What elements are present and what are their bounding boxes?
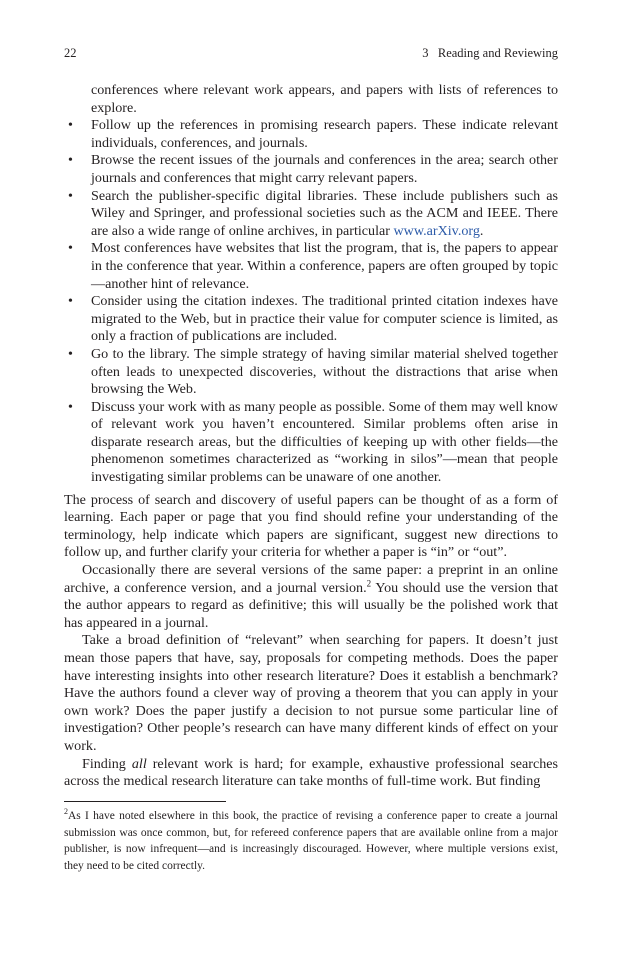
bullet-icon: • xyxy=(68,153,73,169)
list-item-text: Search the publisher-specific digital libraries. These include publishers such as Wiley and Springer, and professional societies such as the ACM and IEEE. There are also a wide range of online archives, in particular xyxy=(91,187,558,239)
arxiv-link[interactable]: www.arXiv.org xyxy=(393,222,480,239)
list-item-text: Discuss your work with as many people as possible. Some of them may well know of relevant work you haven’t encountered. Similar problems often arise in disparate research areas, but the difficulties of keeping up with other fields—the phenomenon sometimes characterized as “working in silos”—mean that people investigating similar problems can be unaware of one another. xyxy=(91,398,558,486)
list-item-text: Browse the recent issues of the journals and conferences in the area; search other journals and conferences that might carry relevant papers. xyxy=(91,152,558,186)
bullet-icon: • xyxy=(68,294,73,310)
list-item xyxy=(64,293,558,346)
list-item xyxy=(64,152,558,187)
footnote-rule xyxy=(64,801,226,802)
list-item-text: Consider using the citation indexes. The traditional printed citation indexes have migrated to the Web, but in practice their value for computer science is limited, as only a fraction of publications are included. xyxy=(91,293,558,345)
list-item xyxy=(64,399,558,487)
list-item xyxy=(64,117,558,152)
footnote-reference[interactable]: 2 xyxy=(366,577,372,588)
list-item xyxy=(64,188,558,241)
list-item xyxy=(64,346,558,399)
paragraph-text: Finding xyxy=(82,755,132,772)
paragraph-relevant: Take a broad definition of “relevant” when searching for papers. It doesn’t just mean those papers that have, say, proposals for competing methods. Does the paper have interesting insights into other research literature? Does it establish a benchmark? Have the authors found a clever way of proving a theorem that you can apply in your own work? Does the paper justify a decision to not pursue some particular line of investigation? Other people’s research can have many different kinds of effect on your work. xyxy=(64,632,558,754)
bullet-icon: • xyxy=(68,346,73,362)
main-text xyxy=(64,82,558,791)
footnote-mark: 2 xyxy=(64,807,68,817)
running-head: 3 Reading and Reviewing xyxy=(422,46,558,60)
list-item-text: Follow up the references in promising research papers. These indicate relevant individuals, conferences, and journals. xyxy=(91,117,558,151)
bullet-icon: • xyxy=(68,118,73,134)
list-item-text: Go to the library. The simple strategy of having similar material shelved together often leads to unexpected discoveries, without the distractions that arise when browsing the Web. xyxy=(91,345,558,398)
bullet-icon: • xyxy=(68,188,73,204)
paragraph-text: Occasionally there are several versions of the same paper: a preprint in an online archive, a conference version, and a journal version. xyxy=(64,562,558,596)
paragraph-text-end: relevant work is hard; for example, exhaustive professional searches across the medical research literature can take months of full-time work. But finding xyxy=(64,755,558,790)
list-item xyxy=(64,240,558,293)
continued-bullet-text: conferences where relevant work appears, and papers with lists of references to explore. xyxy=(91,82,558,116)
footnote-text: As I have noted elsewhere in this book, the practice of revising a conference paper to create a journal submission was once common, but, for refereed conference papers that are available online from a major publisher, is now infrequent—and is increasingly discouraged. However, where multiple versions exist, they need to be cited correctly. xyxy=(64,810,558,872)
paragraph-finding xyxy=(64,756,558,791)
list-item-text-end: . xyxy=(479,222,484,239)
footnote xyxy=(64,808,558,874)
list-item-text: Most conferences have websites that list the program, that is, the papers to appear in the conference that year. Within a conference, papers are often grouped by topic—another hint of relevance. xyxy=(91,240,558,292)
paragraph-text-end: You should use the version that the author appears to regard as definitive; this will usually be the polished work that has appeared in a journal. xyxy=(64,579,558,631)
paragraph-search-discovery: The process of search and discovery of useful papers can be thought of as a form of learning. Each paper or page that you find should refine your understanding of the terminology, help indicate which papers are significant, suggest new directions to follow up, and further clarify your criteria for whether a paper is “in” or “out”. xyxy=(64,491,558,561)
paragraph-versions xyxy=(64,562,558,632)
page-header xyxy=(64,46,558,64)
bullet-list xyxy=(64,117,558,486)
page-number: 22 xyxy=(64,46,77,60)
bullet-icon: • xyxy=(68,241,73,257)
bullet-icon: • xyxy=(68,399,73,415)
emphasis-all: all xyxy=(131,755,147,772)
